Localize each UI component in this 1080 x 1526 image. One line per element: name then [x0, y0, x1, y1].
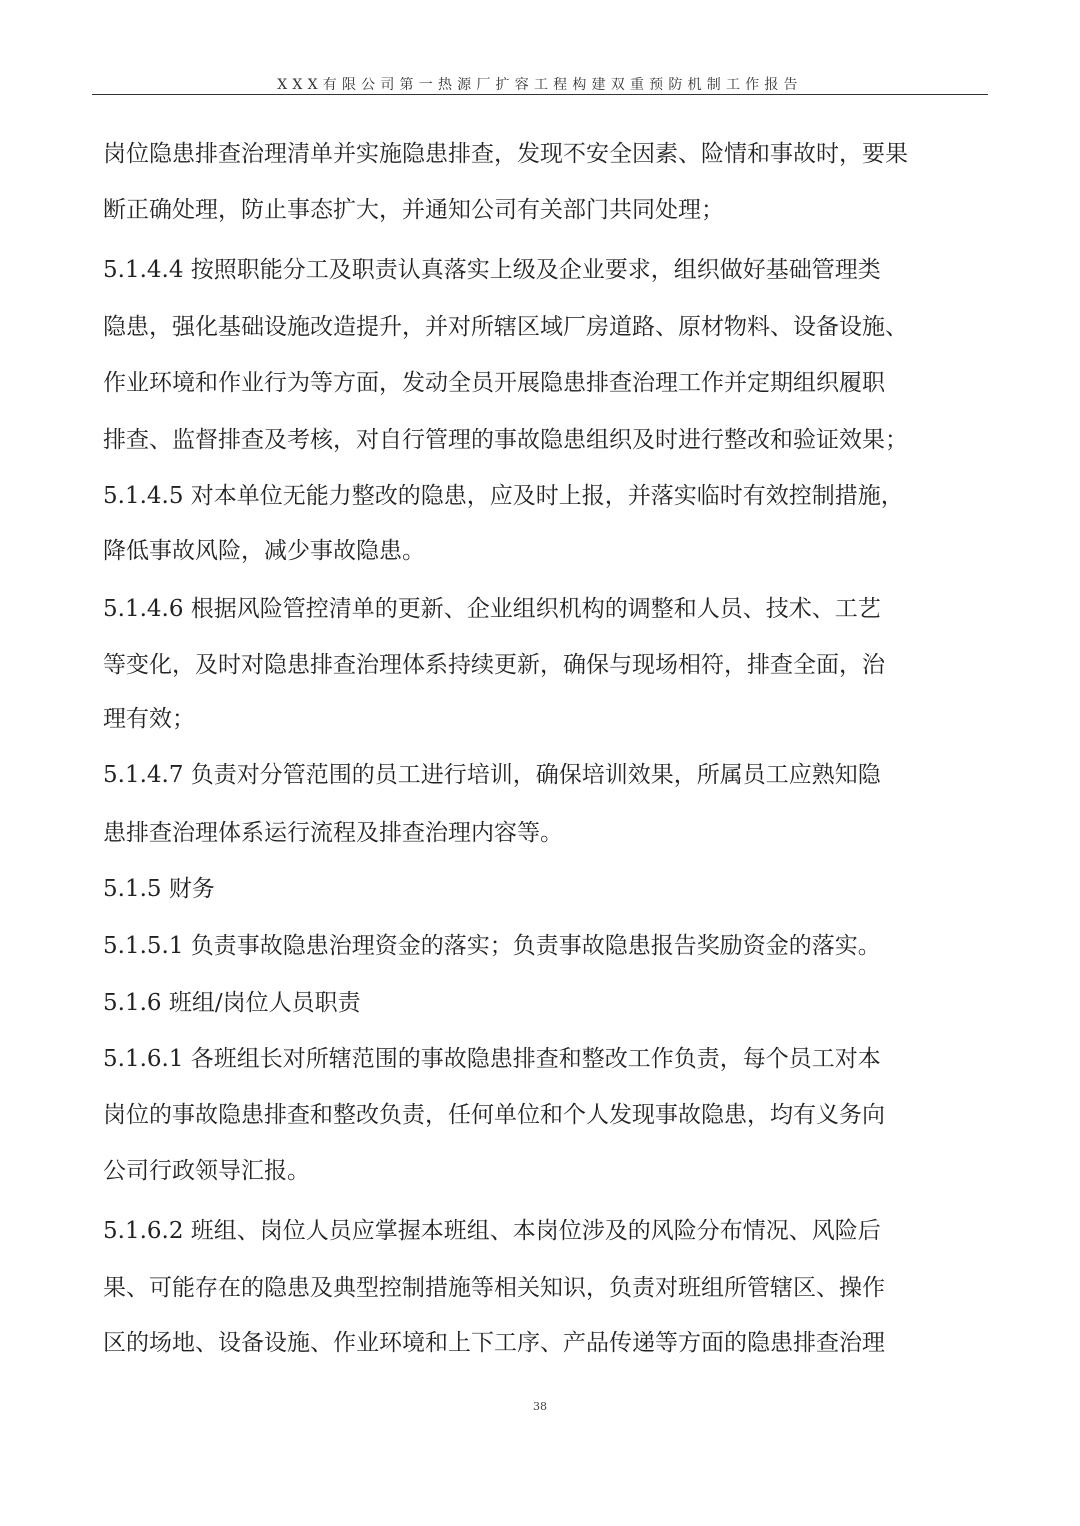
- header-title: XXX有限公司第一热源厂扩容工程构建双重预防机制工作报告: [277, 77, 803, 93]
- text-line: 5.1.4.5 对本单位无能力整改的隐患，应及时上报，并落实临时有效控制措施，: [103, 483, 904, 509]
- text-line: 理有效；: [103, 706, 195, 732]
- text-line: 患排查治理体系运行流程及排查治理内容等。: [103, 820, 563, 846]
- text-line: 隐患，强化基础设施改造提升，并对所辖区域厂房道路、原材物料、设备设施、: [103, 314, 908, 340]
- text-line: 作业环境和作业行为等方面，发动全员开展隐患排查治理工作并定期组织履职: [103, 370, 885, 396]
- page-number: 38: [533, 1400, 547, 1413]
- text-line: 断正确处理，防止事态扩大，并通知公司有关部门共同处理；: [103, 197, 724, 223]
- text-line: 5.1.4.6 根据风险管控清单的更新、企业组织机构的调整和人员、技术、工艺: [103, 596, 881, 622]
- text-line: 5.1.4.7 负责对分管范围的员工进行培训，确保培训效果，所属员工应熟知隐: [103, 762, 881, 788]
- text-line: 5.1.5.1 负责事故隐患治理资金的落实；负责事故隐患报告奖励资金的落实。: [103, 933, 881, 959]
- text-line: 降低事故风险，减少事故隐患。: [103, 538, 425, 564]
- text-line: 等变化，及时对隐患排查治理体系持续更新，确保与现场相符，排查全面，治: [103, 652, 885, 678]
- text-line: 公司行政领导汇报。: [103, 1158, 310, 1184]
- text-line: 5.1.6 班组/岗位人员职责: [103, 990, 361, 1016]
- page-header: [92, 74, 988, 95]
- text-line: 5.1.6.1 各班组长对所辖范围的事故隐患排查和整改工作负责，每个员工对本: [103, 1046, 881, 1072]
- text-line: 5.1.4.4 按照职能分工及职责认真落实上级及企业要求，组织做好基础管理类: [103, 257, 881, 283]
- text-line: 5.1.5 财务: [103, 876, 215, 902]
- text-line: 岗位的事故隐患排查和整改负责，任何单位和个人发现事故隐患，均有义务向: [103, 1102, 885, 1128]
- text-line: 区的场地、设备设施、作业环境和上下工序、产品传递等方面的隐患排查治理: [103, 1330, 885, 1356]
- text-line: 岗位隐患排查治理清单并实施隐患排查，发现不安全因素、险情和事故时，要果: [103, 141, 908, 167]
- text-line: 果、可能存在的隐患及典型控制措施等相关知识，负责对班组所管辖区、操作: [103, 1275, 885, 1301]
- text-line: 排查、监督排查及考核，对自行管理的事故隐患组织及时进行整改和验证效果；: [103, 427, 908, 453]
- text-line: 5.1.6.2 班组、岗位人员应掌握本班组、本岗位涉及的风险分布情况、风险后: [103, 1218, 881, 1244]
